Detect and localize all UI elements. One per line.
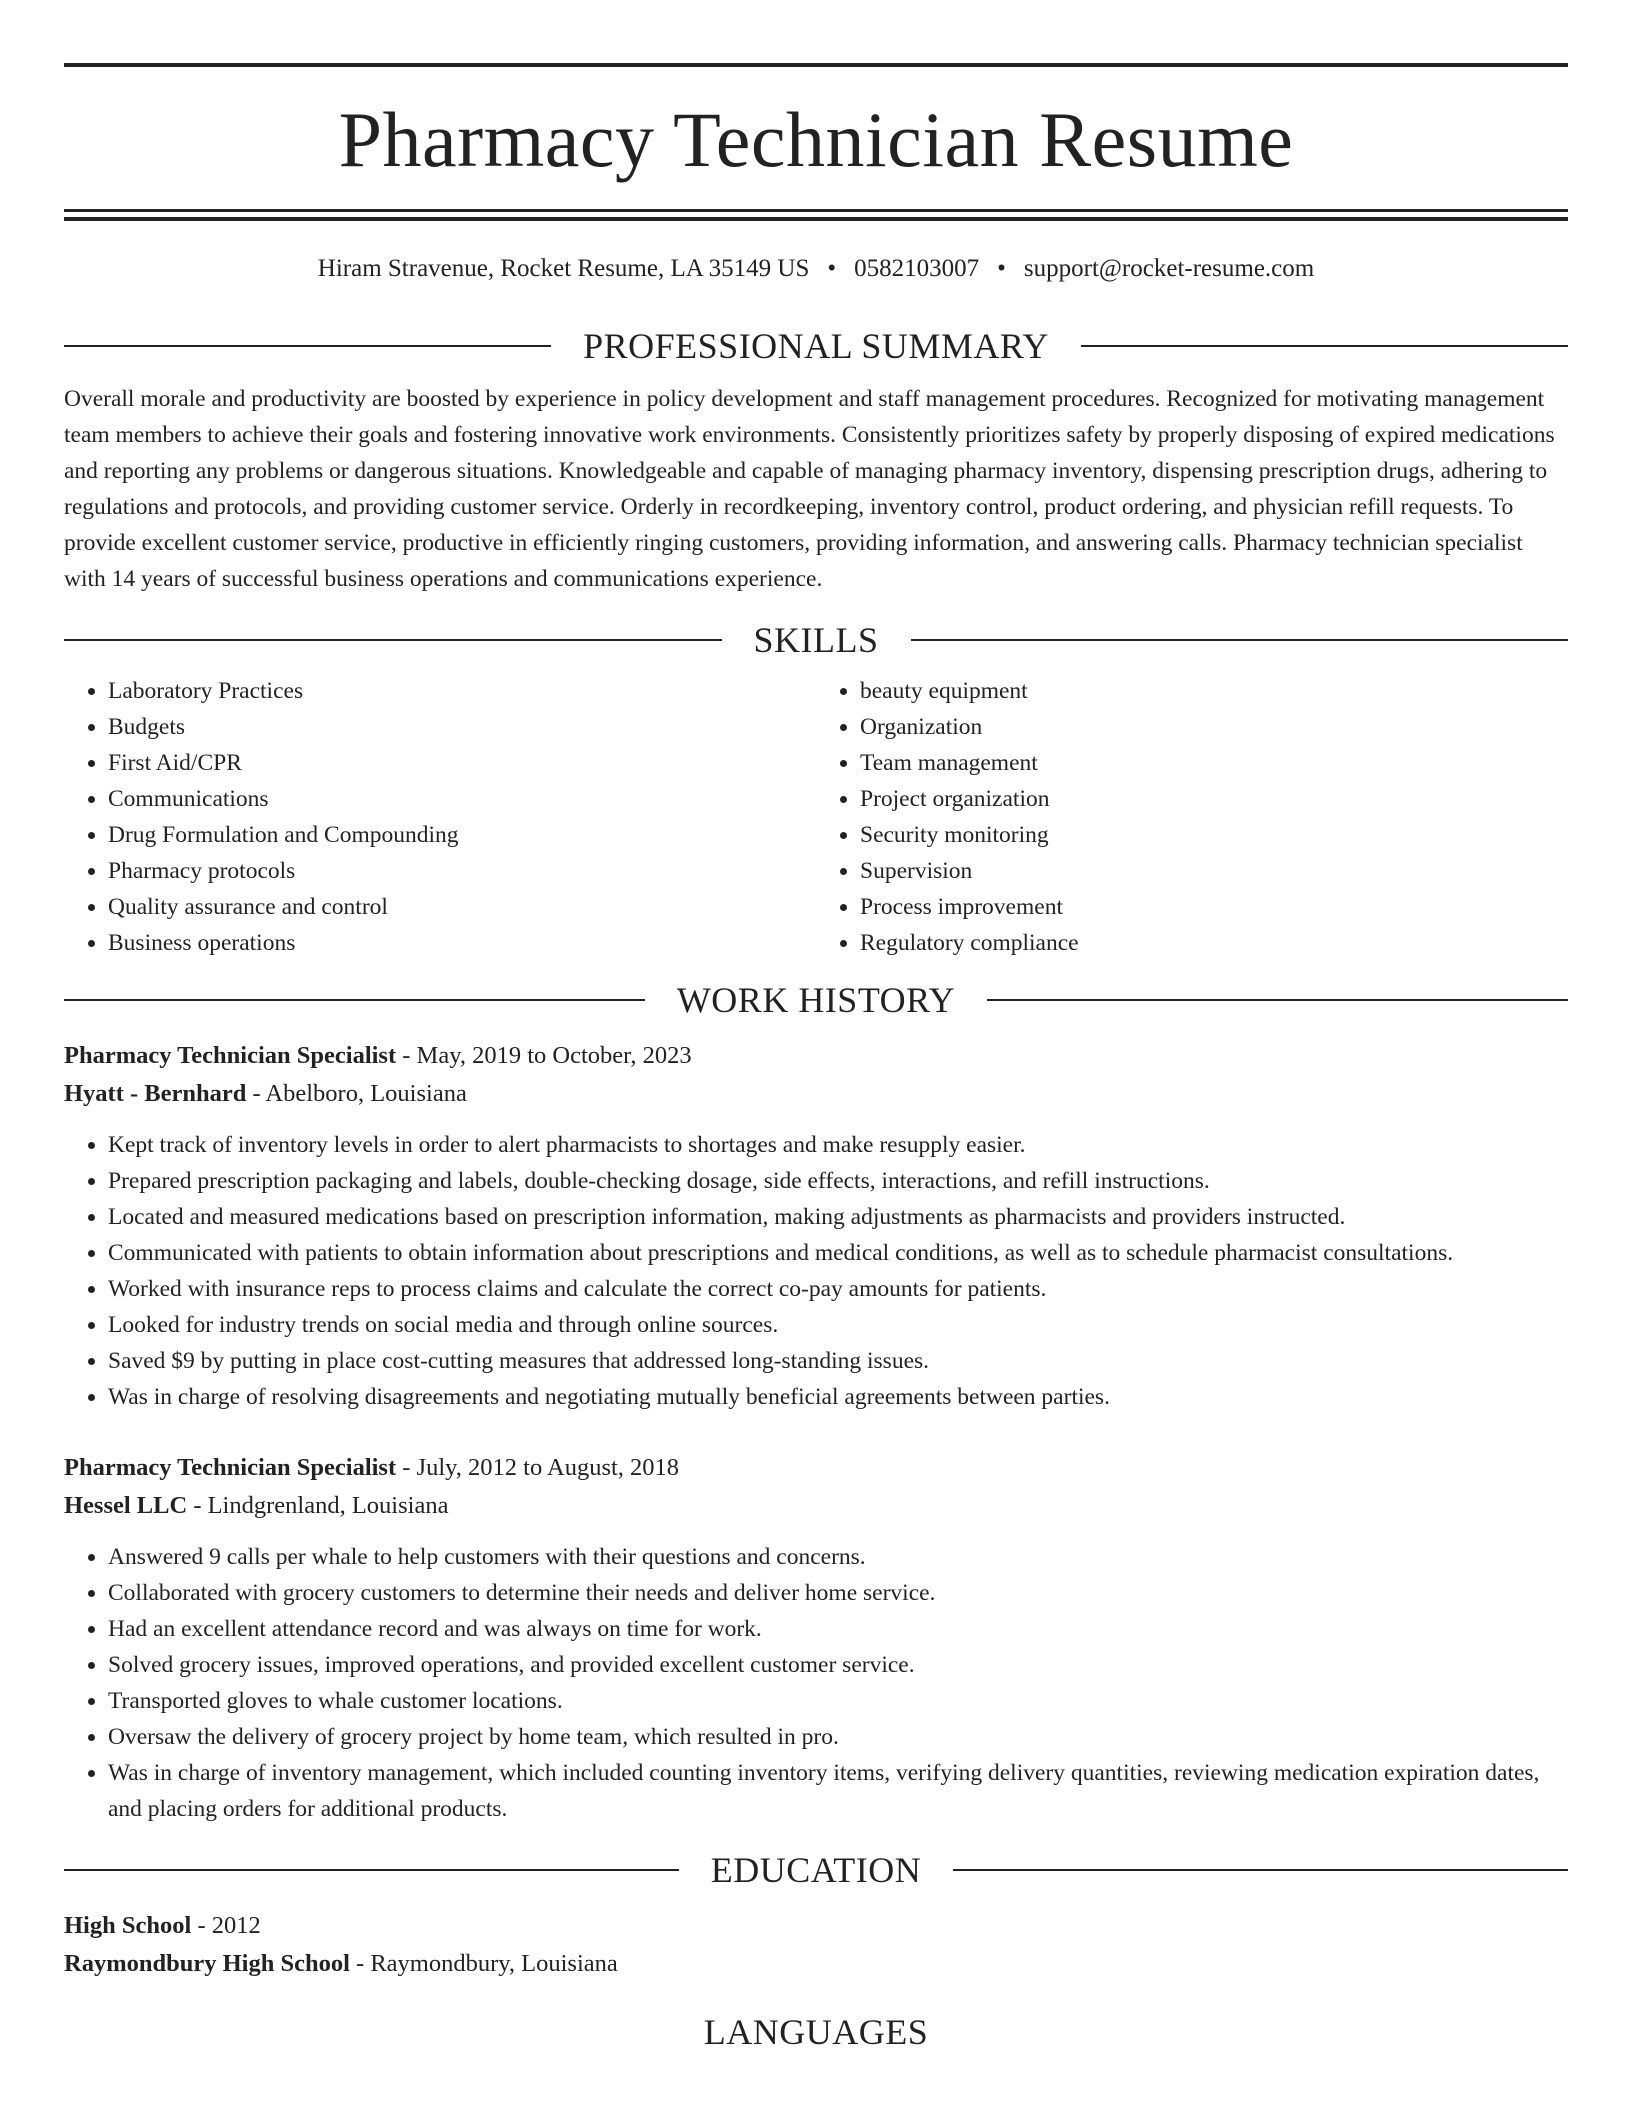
contact-email: support@rocket-resume.com — [1023, 255, 1315, 282]
skill-item: • Budgets — [108, 709, 816, 745]
job-bullet: • Saved $9 by putting in place cost-cutting measures that addressed long-standing issues. — [108, 1343, 1568, 1379]
job-bullet: • Kept track of inventory levels in order to alert pharmacists to shortages and make resupply easier. — [108, 1127, 1568, 1163]
contact-address: Hiram Stravenue, Rocket Resume, LA 35149 US — [317, 255, 810, 282]
page-title: Pharmacy Technician Resume — [338, 96, 1294, 183]
job-bullet: • Prepared prescription packaging and labels, double-checking dosage, side effects, interactions, and refill instructions. — [108, 1163, 1568, 1199]
heading-rule — [64, 345, 551, 347]
skills-heading-label: SKILLS — [753, 620, 879, 660]
job-bullet: • Transported gloves to whale customer locations. — [108, 1683, 1568, 1719]
job-bullet: • Worked with insurance reps to process claims and calculate the correct co-pay amounts for patients. — [108, 1271, 1568, 1307]
job-entry — [64, 1037, 1568, 1415]
job-bullet: • Had an excellent attendance record and was always on time for work. — [108, 1611, 1568, 1647]
heading-rule — [64, 639, 722, 641]
skill-item: • Security monitoring — [860, 817, 1568, 853]
job-title-line — [64, 1037, 1568, 1075]
job-bullet: • Answered 9 calls per whale to help customers with their questions and concerns. — [108, 1539, 1568, 1575]
heading-rule — [987, 999, 1568, 1001]
heading-rule — [911, 639, 1569, 641]
job-bullets — [64, 1127, 1568, 1415]
education-degree: High School — [64, 1912, 192, 1939]
job-bullet: • Oversaw the delivery of grocery project by home team, which resulted in pro. — [108, 1719, 1568, 1755]
contact-separator: • — [827, 255, 837, 282]
job-bullet: • Looked for industry trends on social media and through online sources. — [108, 1307, 1568, 1343]
heading-rule — [953, 1869, 1568, 1871]
education-entry — [64, 1907, 1568, 1983]
work-heading — [64, 973, 1568, 1027]
contact-phone: 0582103007 — [854, 255, 980, 282]
languages-heading — [64, 2005, 1568, 2059]
skill-item: • Laboratory Practices — [108, 673, 816, 709]
skill-item: • Process improvement — [860, 889, 1568, 925]
job-bullet: • Was in charge of resolving disagreements and negotiating mutually beneficial agreements between parties. — [108, 1379, 1568, 1415]
languages-heading-label: LANGUAGES — [703, 2012, 929, 2052]
job-bullets — [64, 1539, 1568, 1827]
education-year: - 2012 — [191, 1912, 261, 1939]
skill-item: • Business operations — [108, 925, 816, 961]
job-company-line — [64, 1075, 1568, 1113]
job-bullet: • Located and measured medications based on prescription information, making adjustments as pharmacists and providers instructed. — [108, 1199, 1568, 1235]
job-location: - Lindgrenland, Louisiana — [187, 1492, 449, 1519]
skills-column-right — [816, 673, 1568, 961]
skill-item: • Quality assurance and control — [108, 889, 816, 925]
skill-item: • Supervision — [860, 853, 1568, 889]
contact-separator: • — [997, 255, 1006, 282]
title-double-rule — [64, 209, 1568, 221]
job-bullet: • Was in charge of inventory management, which included counting inventory items, verifying delivery quantities, reviewing medication expiration dates, and placing orders for additional products. — [108, 1755, 1568, 1827]
education-heading — [64, 1843, 1568, 1897]
skill-item: • Drug Formulation and Compounding — [108, 817, 816, 853]
education-degree-line — [64, 1907, 1568, 1945]
summary-heading-label: PROFESSIONAL SUMMARY — [583, 326, 1049, 366]
education-location: - Raymondbury, Louisiana — [349, 1950, 618, 1977]
job-bullet: • Solved grocery issues, improved operations, and provided excellent customer service. — [108, 1647, 1568, 1683]
skills-heading — [64, 613, 1568, 667]
summary-text: Overall morale and productivity are boosted by experience in policy development and staff management procedures. Recognized for motivating management team members to achieve their goals and fostering innovative work environments. Consistently prioritizes safety by properly disposing of expired medications and reporting any problems or dangerous situations. Knowledgeable and capable of managing pharmacy inventory, dispensing prescription drugs, adhering to regulations and protocols, and providing customer service. Orderly in recordkeeping, inventory control, product ordering, and physician refill requests. To provide excellent customer service, productive in efficiently ringing customers, providing information, and answering calls. Pharmacy technician specialist with 14 years of successful business operations and communications experience. — [64, 386, 1555, 592]
job-dates: - May, 2019 to October, 2023 — [396, 1042, 692, 1069]
heading-rule — [64, 1869, 679, 1871]
job-bullet: • Communicated with patients to obtain information about prescriptions and medical conditions, as well as to schedule pharmacist consultations. — [108, 1235, 1568, 1271]
skill-item: • beauty equipment — [860, 673, 1568, 709]
work-heading-label: WORK HISTORY — [676, 980, 956, 1020]
job-dates: - July, 2012 to August, 2018 — [396, 1454, 680, 1481]
skill-item: • First Aid/CPR — [108, 745, 816, 781]
skill-item: • Communications — [108, 781, 816, 817]
education-school: Raymondbury High School — [64, 1950, 350, 1977]
job-title: Pharmacy Technician Specialist — [64, 1454, 397, 1481]
skill-item: • Regulatory compliance — [860, 925, 1568, 961]
skill-item: • Pharmacy protocols — [108, 853, 816, 889]
job-title: Pharmacy Technician Specialist — [64, 1042, 397, 1069]
job-bullet: • Collaborated with grocery customers to determine their needs and deliver home service. — [108, 1575, 1568, 1611]
education-heading-label: EDUCATION — [710, 1850, 922, 1890]
education-school-line — [64, 1945, 1568, 1983]
summary-heading — [64, 319, 1568, 373]
skill-item: • Organization — [860, 709, 1568, 745]
job-entry — [64, 1449, 1568, 1827]
job-location: - Abelboro, Louisiana — [246, 1080, 467, 1107]
job-company-line — [64, 1487, 1568, 1525]
job-title-line — [64, 1449, 1568, 1487]
heading-rule — [1081, 345, 1568, 347]
skills-column-left — [64, 673, 816, 961]
job-company: Hyatt - Bernhard — [64, 1080, 247, 1107]
heading-rule — [64, 999, 645, 1001]
skill-item: • Project organization — [860, 781, 1568, 817]
skills-list — [64, 673, 1568, 961]
contact-line — [64, 255, 1568, 291]
skill-item: • Team management — [860, 745, 1568, 781]
resume-page — [64, 0, 1568, 2059]
job-company: Hessel LLC — [64, 1492, 188, 1519]
